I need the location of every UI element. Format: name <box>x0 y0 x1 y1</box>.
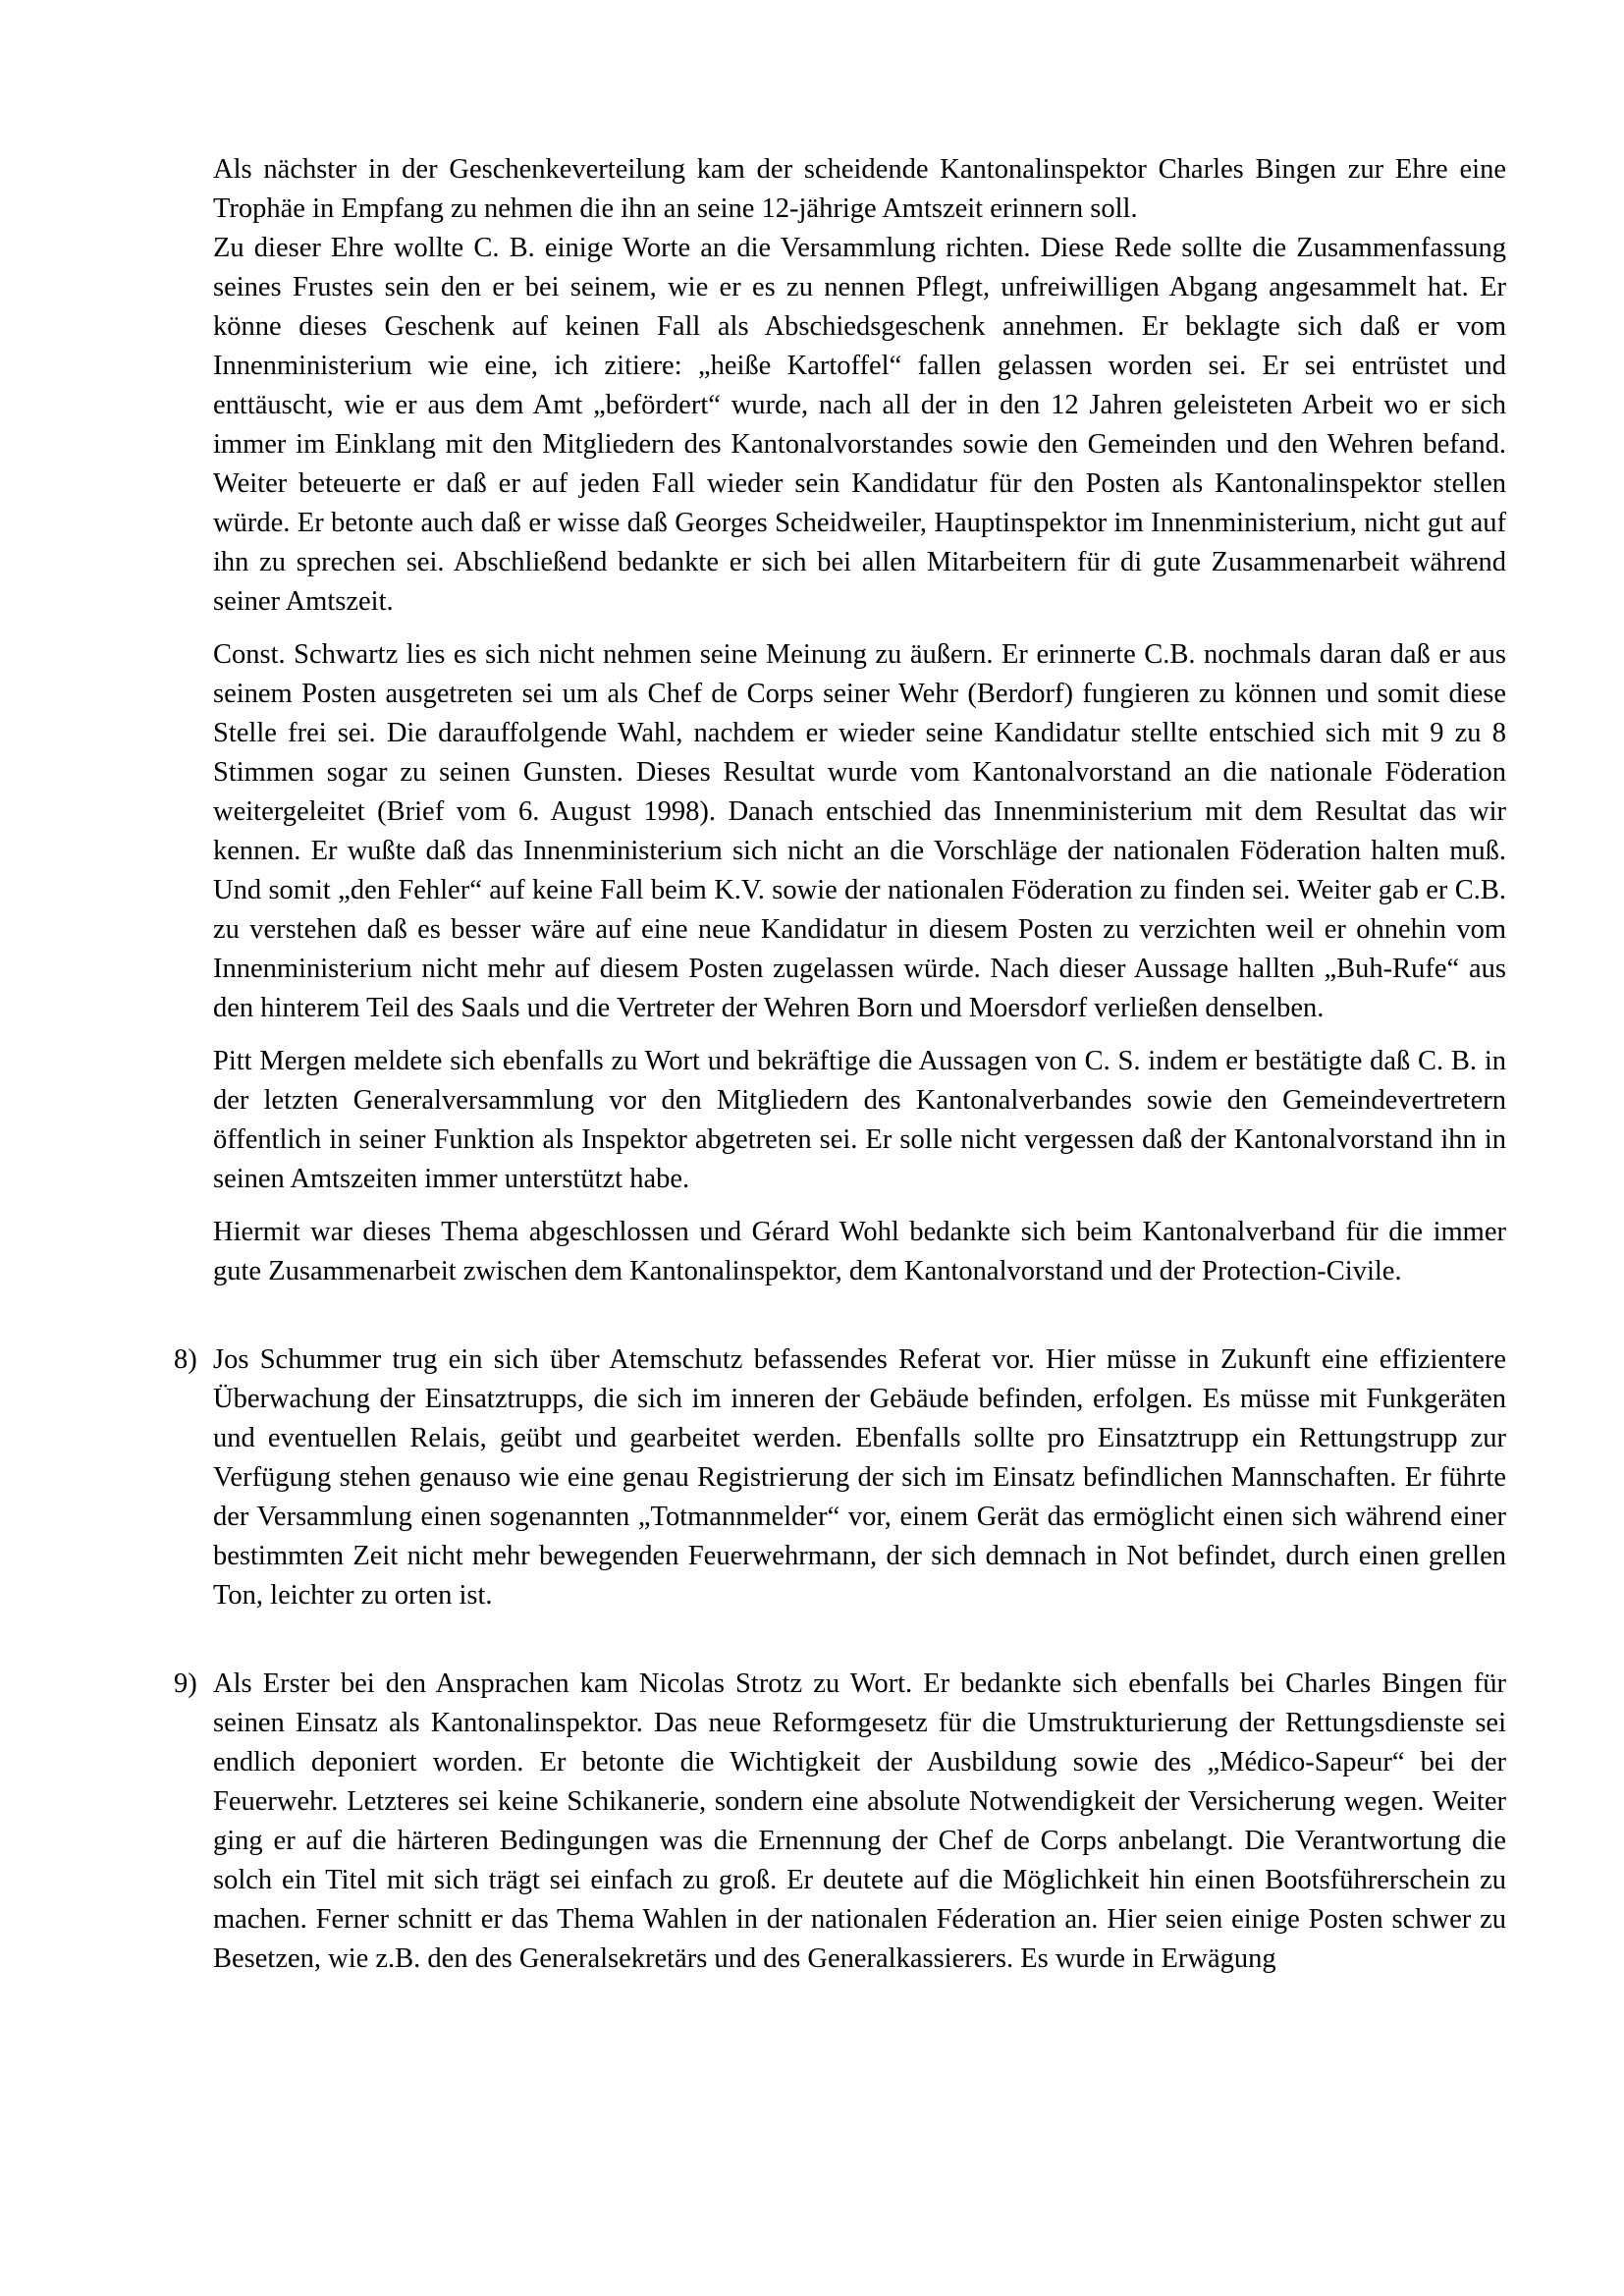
list-item-text: Als Erster bei den Ansprachen kam Nicolas Strotz zu Wort. Er bedankte sich ebenfalls bei Charles Bingen für seinen Einsatz als Kantonalinspektor. Das neue Reformgesetz für die Umstrukturierung der Rettungsdienste sei endlich deponiert worden. Er betonte die Wichtigkeit der Ausbildung sowie des „Médico-Sapeur“ bei der Feuerwehr. Letzteres sei keine Schikanerie, sondern eine absolute Notwendigkeit der Versicherung wegen. Weiter ging er auf die härteren Bedingungen was die Ernennung der Chef de Corps anbelangt. Die Verantwortung die solch ein Titel mit sich trägt sei einfach zu groß. Er deutete auf die Möglichkeit hin einen Bootsführerschein zu machen. Ferner schnitt er das Thema Wahlen in der nationalen Féderation an. Hier seien einige Posten schwer zu Besetzen, wie z.B. den des Generalsekretärs und des Generalkassierers. Es wurde in Erwägung <box>213 1668 1506 1974</box>
paragraph-mergen-statement: Pitt Mergen meldete sich ebenfalls zu Wort und bekräftige die Aussagen von C. S. indem er bestätigte daß C. B. in der letzten Generalversammlung vor den Mitgliedern des Kantonalverbandes sowie den Gemeindevertretern öffentlich in seiner Funktion als Inspektor abgetreten sei. Er solle nicht vergessen daß der Kantonalvorstand ihn in seinen Amtszeiten immer unterstützt habe. <box>213 1046 1506 1194</box>
list-item-number: 8) <box>174 1344 197 1375</box>
document-body <box>174 150 1506 1979</box>
paragraph-bingen-speech: Zu dieser Ehre wollte C. B. einige Worte an die Versammlung richten. Diese Rede sollte die Zusammenfassung seines Frustes sein den er bei seinem, wie er es zu nennen Pflegt, unfreiwilligen Abgang angesammelt hat. Er könne dieses Geschenk auf keinen Fall als Abschiedsgeschenk annehmen. Er beklagte sich daß er vom Innenministerium wie eine, ich zitiere: „heiße Kartoffel“ fallen gelassen worden sei. Er sei entrüstet und enttäuscht, wie er aus dem Amt „befördert“ wurde, nach all der in den 12 Jahren geleisteten Arbeit wo er sich immer im Einklang mit den Mitgliedern des Kantonalvorstandes sowie den Gemeinden und den Wehren befand. Weiter beteuerte er daß er auf jeden Fall wieder sein Kandidatur für den Posten als Kantonalinspektor stellen würde. Er betonte auch daß er wisse daß Georges Scheidweiler, Hauptinspektor im Innenministerium, nicht gut auf ihn zu sprechen sei. Abschließend bedankte er sich bei allen Mitarbeitern für di gute Zusammenarbeit während seiner Amtszeit. <box>213 233 1506 617</box>
list-item-number: 9) <box>174 1668 197 1699</box>
list-item-9 <box>174 1665 1506 1979</box>
paragraph-schwartz-reply: Const. Schwartz lies es sich nicht nehmen seine Meinung zu äußern. Er erinnerte C.B. nochmals daran daß er aus seinem Posten ausgetreten sei um als Chef de Corps seiner Wehr (Berdorf) fungieren zu können und somit diese Stelle frei sei. Die darauffolgende Wahl, nachdem er wieder seine Kandidatur stellte entschied sich mit 9 zu 8 Stimmen sogar zu seinen Gunsten. Dieses Resultat wurde vom Kantonalvorstand an die nationale Föderation weitergeleitet (Brief vom 6. August 1998). Danach entschied das Innenministerium mit dem Resultat das wir kennen. Er wußte daß das Innenministerium sich nicht an die Vorschläge der nationalen Föderation halten muß. Und somit „den Fehler“ auf keine Fall beim K.V. sowie der nationalen Föderation zu finden sei. Weiter gab er C.B. zu verstehen daß es besser wäre auf eine neue Kandidatur in diesem Posten zu verzichten weil er ohnehin vom Innenministerium nicht mehr auf diesem Posten zugelassen würde. Nach dieser Aussage hallten „Buh-Rufe“ aus den hinterem Teil des Saals und die Vertreter der Wehren Born und Moersdorf verließen denselben. <box>213 639 1506 1023</box>
paragraph-topic-closed: Hiermit war dieses Thema abgeschlossen und Gérard Wohl bedankte sich beim Kantonalverband für die immer gute Zusammenarbeit zwischen dem Kantonalinspektor, dem Kantonalvorstand und der Protection-Civile. <box>213 1217 1506 1286</box>
list-item-8 <box>174 1340 1506 1615</box>
list-item-text: Jos Schummer trug ein sich über Atemschutz befassendes Referat vor. Hier müsse in Zukunft eine effizientere Überwachung der Einsatztrupps, die sich im inneren der Gebäude befinden, erfolgen. Es müsse mit Funkgeräten und eventuellen Relais, geübt und gearbeitet werden. Ebenfalls sollte pro Einsatztrupp ein Rettungstrupp zur Verfügung stehen genauso wie eine genau Registrierung der sich im Einsatz befindlichen Mannschaften. Er führte der Versammlung einen sogenannten „Totmannmelder“ vor, einem Gerät das ermöglicht einen sich während einer bestimmten Zeit nicht mehr bewegenden Feuerwehrmann, der sich demnach in Not befindet, durch einen grellen Ton, leichter zu orten ist. <box>213 1344 1506 1611</box>
paragraph-trophy: Als nächster in der Geschenkeverteilung kam der scheidende Kantonalinspektor Charles Bingen zur Ehre eine Trophäe in Empfang zu nehmen die ihn an seine 12-jährige Amtszeit erinnern soll. <box>213 154 1506 224</box>
